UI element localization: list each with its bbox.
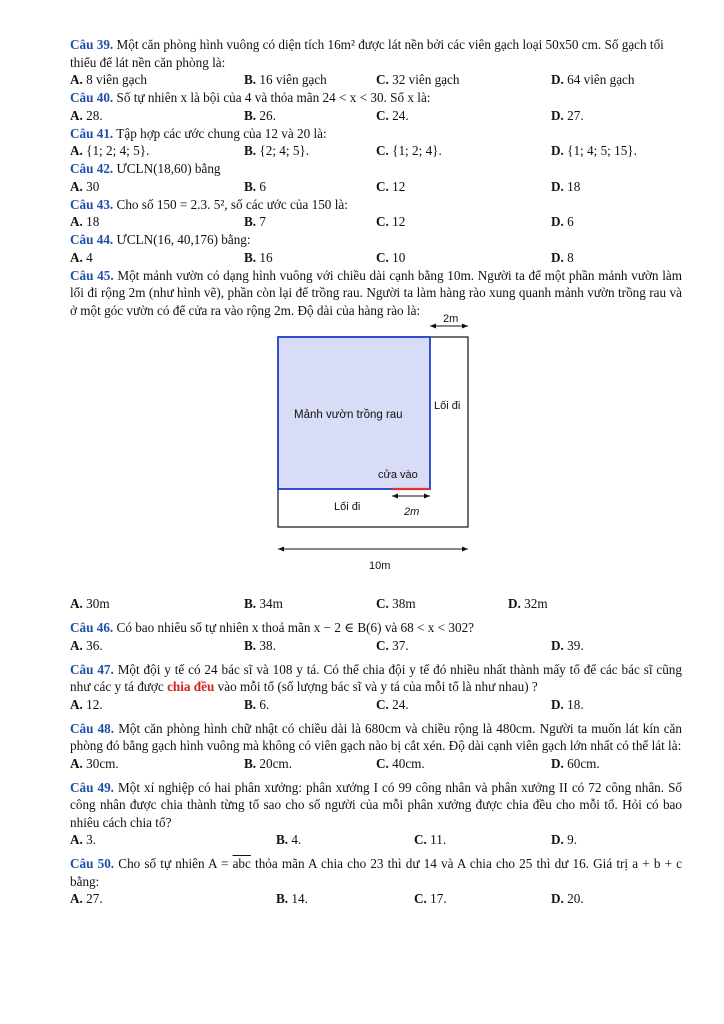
option-c[interactable]	[414, 831, 446, 849]
option-text: 18	[86, 214, 100, 229]
question-label: Câu 45.	[70, 267, 114, 283]
option-text: 30	[86, 178, 100, 194]
option-d[interactable]	[551, 107, 584, 125]
option-c[interactable]	[376, 696, 409, 714]
option-text: {1; 2; 4}.	[392, 143, 442, 158]
option-b[interactable]	[244, 71, 327, 89]
option-c[interactable]	[376, 637, 409, 655]
question-text-part: Một đội y tế có 24 bác sĩ và 108 y tá. Có thể chia đội y tế đó nhiều nhất thành mấy tổ để các bác sĩ cũng như các y tá được	[70, 661, 682, 694]
side-length-label: 10m	[369, 560, 391, 572]
path-bottom-label: Lối đi	[334, 501, 361, 513]
option-letter: B.	[244, 637, 257, 653]
options-row	[70, 637, 682, 655]
question-label: Câu 48.	[70, 720, 115, 736]
option-a[interactable]	[70, 890, 103, 908]
option-letter: B.	[244, 107, 257, 123]
option-text: 8	[567, 249, 574, 265]
option-b[interactable]	[276, 831, 301, 849]
option-a[interactable]	[70, 107, 103, 125]
question-text: Có bao nhiêu số tự nhiên x thoả mãn x − 2 ∈ B(6) và 68 < x < 302?	[116, 620, 475, 635]
option-letter: B.	[276, 832, 289, 847]
question-text: Số tự nhiên x là bội của 4 và thỏa mãn 24 < x < 30. Số x là:	[116, 90, 431, 105]
exam-page	[70, 36, 682, 908]
options-row	[70, 755, 682, 773]
option-c[interactable]	[376, 755, 425, 773]
option-text: 24.	[392, 696, 409, 712]
option-text: 4.	[291, 832, 302, 847]
overlined-number: $\overline{abc}$	[232, 856, 251, 871]
option-letter: C.	[376, 72, 389, 87]
question-40	[70, 89, 682, 107]
option-a[interactable]	[70, 71, 147, 89]
option-text: 17.	[430, 891, 447, 906]
option-d[interactable]	[551, 249, 574, 267]
option-text: 30cm.	[86, 755, 119, 771]
question-text: Tập hợp các ước chung của 12 và 20 là:	[116, 125, 327, 141]
question-42	[70, 160, 682, 178]
option-letter: B.	[244, 72, 257, 87]
option-text: 28.	[86, 107, 103, 123]
option-letter: A.	[70, 596, 83, 611]
option-letter: B.	[244, 755, 257, 771]
options-row	[70, 178, 682, 196]
arrow-head-icon	[430, 324, 436, 329]
option-b[interactable]	[244, 696, 269, 714]
option-c[interactable]	[376, 213, 405, 231]
option-text: 60cm.	[567, 755, 600, 771]
question-text: ƯCLN(18,60) bằng	[116, 161, 221, 176]
option-c[interactable]	[376, 249, 405, 267]
option-letter: A.	[70, 832, 83, 847]
option-letter: B.	[244, 178, 257, 194]
option-letter: B.	[244, 249, 257, 265]
option-text: 10	[392, 249, 406, 265]
question-39	[70, 36, 682, 71]
question-text-part: vào mỗi tổ (số lượng bác sĩ và y tá của mỗi tổ là như nhau) ?	[214, 679, 538, 694]
option-text: 8 viên gạch	[86, 72, 147, 87]
option-a[interactable]	[70, 637, 103, 655]
option-text: 18	[567, 178, 581, 194]
option-a[interactable]	[70, 595, 110, 613]
option-text: 14.	[291, 891, 308, 906]
question-48	[70, 720, 682, 755]
option-letter: A.	[70, 755, 83, 771]
option-b[interactable]	[244, 107, 276, 125]
option-text: 34m	[259, 596, 283, 611]
option-d[interactable]	[508, 595, 548, 613]
options-row	[70, 142, 682, 160]
options-row	[70, 249, 682, 267]
option-text: 16 viên gạch	[259, 72, 327, 87]
question-label: Câu 47.	[70, 661, 114, 677]
option-letter: D.	[551, 696, 564, 712]
option-text: 6	[567, 214, 574, 229]
question-label: Câu 46.	[70, 620, 114, 635]
garden-figure	[70, 313, 682, 593]
option-text: 7	[259, 214, 266, 229]
question-45	[70, 267, 682, 320]
option-b[interactable]	[276, 890, 308, 908]
question-text: ƯCLN(16, 40,176) bằng:	[116, 232, 251, 247]
question-label: Câu 41.	[70, 125, 114, 141]
option-a[interactable]	[70, 249, 93, 267]
option-text: 3.	[86, 832, 97, 847]
option-text: {1; 4; 5; 15}.	[567, 143, 637, 158]
question-label: Câu 40.	[70, 90, 114, 105]
options-row	[70, 696, 682, 714]
option-c[interactable]	[376, 142, 442, 160]
option-text: 38.	[259, 637, 276, 653]
arrow-head-icon	[462, 547, 468, 552]
option-a[interactable]	[70, 696, 103, 714]
garden-label: Mảnh vườn trồng rau	[294, 409, 403, 421]
options-row	[70, 213, 682, 231]
option-d[interactable]	[551, 637, 584, 655]
question-43	[70, 196, 682, 214]
option-c[interactable]	[376, 107, 409, 125]
option-letter: A.	[70, 178, 83, 194]
option-text: 11.	[430, 832, 447, 847]
option-letter: C.	[376, 249, 389, 265]
option-letter: B.	[244, 143, 257, 158]
option-letter: C.	[376, 637, 389, 653]
question-label: Câu 50.	[70, 856, 115, 871]
option-letter: B.	[244, 596, 257, 611]
option-text: 9.	[567, 832, 578, 847]
option-letter: D.	[508, 596, 521, 611]
option-letter: A.	[70, 637, 83, 653]
option-letter: A.	[70, 249, 83, 265]
option-text: 32 viên gạch	[392, 72, 460, 87]
option-text: {2; 4; 5}.	[259, 143, 310, 158]
option-letter: B.	[244, 214, 257, 229]
option-text: 20cm.	[259, 755, 292, 771]
option-letter: C.	[376, 696, 389, 712]
option-letter: C.	[376, 143, 389, 158]
option-b[interactable]	[244, 595, 283, 613]
option-letter: C.	[376, 107, 389, 123]
option-c[interactable]	[376, 178, 405, 196]
option-d[interactable]	[551, 696, 584, 714]
option-text: 4	[86, 249, 93, 265]
question-label: Câu 49.	[70, 779, 114, 795]
garden-diagram	[70, 313, 682, 593]
question-label: Câu 43.	[70, 196, 114, 212]
option-letter: C.	[414, 891, 427, 906]
option-letter: C.	[376, 755, 389, 771]
option-letter: A.	[70, 214, 83, 229]
option-a[interactable]	[70, 755, 119, 773]
option-letter: D.	[551, 178, 564, 194]
option-text: 27.	[86, 891, 103, 906]
arrow-head-icon	[392, 494, 398, 499]
option-c[interactable]	[376, 595, 416, 613]
option-text: 37.	[392, 637, 409, 653]
option-letter: A.	[70, 143, 83, 158]
question-label: Câu 42.	[70, 161, 114, 176]
option-text: 26.	[259, 107, 276, 123]
option-b[interactable]	[244, 178, 266, 196]
option-text: 36.	[86, 637, 103, 653]
option-b[interactable]	[244, 637, 276, 655]
option-letter: C.	[376, 214, 389, 229]
top-width-label: 2m	[443, 313, 459, 325]
options-row	[70, 595, 682, 613]
question-text: Một mảnh vườn có dạng hình vuông với chiều dài cạnh bằng 10m. Người ta để một phần mảnh vườn làm lối đi rộng 2m (như hình vẽ), phần còn lại để trồng rau. Người ta làm hàng rào xung quanh mảnh vườn trồng rau và ở một góc vườn có để cửa ra vào rộng 2m. Độ dài của hàng rào là:	[70, 267, 683, 318]
option-d[interactable]	[551, 213, 574, 231]
option-letter: A.	[70, 891, 83, 906]
question-text: Một căn phòng hình chữ nhật có chiều dài là 680cm và chiều rộng là 480cm. Người ta muốn lát kín căn phòng đó bằng gạch hình vuông mà không có viên gạch nào bị cắt xén. Độ dài cạnh viên gạch lớn nhất có thể lát là:	[70, 720, 682, 753]
door-label: cửa vào	[378, 469, 418, 481]
option-letter: C.	[376, 178, 389, 194]
option-letter: A.	[70, 107, 83, 123]
option-text: 16	[259, 249, 273, 265]
option-letter: B.	[276, 891, 289, 906]
question-46	[70, 619, 682, 637]
arrow-head-icon	[424, 494, 430, 499]
option-d[interactable]	[551, 178, 580, 196]
question-text: Một xí nghiệp có hai phân xưởng: phân xưởng I có 99 công nhân và phân xưởng II có 72 công nhân. Số công nhân được chia thành từng tổ sao cho số người của mỗi phân xưởng được chia đều cho mỗi tổ. Hỏi có bao nhiêu cách chia tổ?	[70, 779, 683, 830]
option-d[interactable]	[551, 831, 577, 849]
question-49	[70, 779, 682, 832]
option-letter: A.	[70, 72, 83, 87]
option-d[interactable]	[551, 71, 635, 89]
options-row	[70, 107, 682, 125]
option-letter: A.	[70, 696, 83, 712]
option-text: 12	[392, 214, 406, 229]
option-text: 40cm.	[392, 755, 425, 771]
option-text: 30m	[86, 596, 110, 611]
question-50	[70, 855, 682, 890]
option-letter: C.	[376, 596, 389, 611]
option-text: 64 viên gạch	[567, 72, 635, 87]
question-text: Cho số 150 = 2.3. 5², số các ước của 150 là:	[116, 196, 348, 212]
option-text: {1; 2; 4; 5}.	[86, 143, 150, 158]
option-letter: D.	[551, 214, 564, 229]
option-text: 27.	[567, 107, 584, 123]
option-letter: D.	[551, 637, 564, 653]
option-letter: D.	[551, 832, 564, 847]
option-c[interactable]	[376, 71, 460, 89]
option-text: 6	[259, 178, 266, 194]
option-text: 20.	[567, 891, 584, 906]
option-letter: D.	[551, 249, 564, 265]
option-text: 12.	[86, 696, 103, 712]
arrow-head-icon	[462, 324, 468, 329]
option-letter: D.	[551, 891, 564, 906]
option-b[interactable]	[244, 142, 309, 160]
option-c[interactable]	[414, 890, 447, 908]
options-row	[70, 890, 682, 908]
options-row	[70, 71, 682, 89]
question-text: Một căn phòng hình vuông có diện tích 16m² được lát nền bởi các viên gạch loại 50x50 cm. Số gạch tối thiểu để lát nền căn phòng là:	[70, 37, 664, 70]
option-text: 12	[392, 178, 406, 194]
options-row	[70, 831, 682, 849]
option-letter: B.	[244, 696, 257, 712]
arrow-head-icon	[278, 547, 284, 552]
option-b[interactable]	[244, 213, 266, 231]
option-letter: C.	[414, 832, 427, 847]
option-letter: D.	[551, 107, 564, 123]
question-text-part: Cho số tự nhiên A =	[118, 856, 233, 871]
question-44	[70, 231, 682, 249]
question-label: Câu 44.	[70, 232, 114, 247]
option-a[interactable]	[70, 178, 99, 196]
path-right-label: Lối đi	[434, 400, 461, 412]
door-width-label: 2m	[404, 506, 420, 518]
question-47	[70, 661, 682, 696]
option-text: 38m	[392, 596, 416, 611]
option-letter: D.	[551, 143, 564, 158]
question-41	[70, 125, 682, 143]
option-b[interactable]	[244, 755, 292, 773]
option-b[interactable]	[244, 249, 273, 267]
option-a[interactable]	[70, 213, 99, 231]
option-a[interactable]	[70, 142, 149, 160]
option-d[interactable]	[551, 890, 584, 908]
question-label: Câu 39.	[70, 37, 114, 52]
option-text: 24.	[392, 107, 409, 123]
option-text: 32m	[524, 596, 548, 611]
option-d[interactable]	[551, 142, 637, 160]
option-d[interactable]	[551, 755, 600, 773]
option-text: 39.	[567, 637, 584, 653]
emphasis-text: chia đều	[167, 679, 215, 694]
option-text: 6.	[259, 696, 270, 712]
option-text: 18.	[567, 696, 584, 712]
option-letter: D.	[551, 755, 564, 771]
question-text-part: thỏa mãn A chia cho 23 thì dư 14 và A chia cho 25 thì dư 16. Giá trị a + b + c bằng:	[70, 856, 683, 889]
option-a[interactable]	[70, 831, 96, 849]
option-letter: D.	[551, 72, 564, 87]
